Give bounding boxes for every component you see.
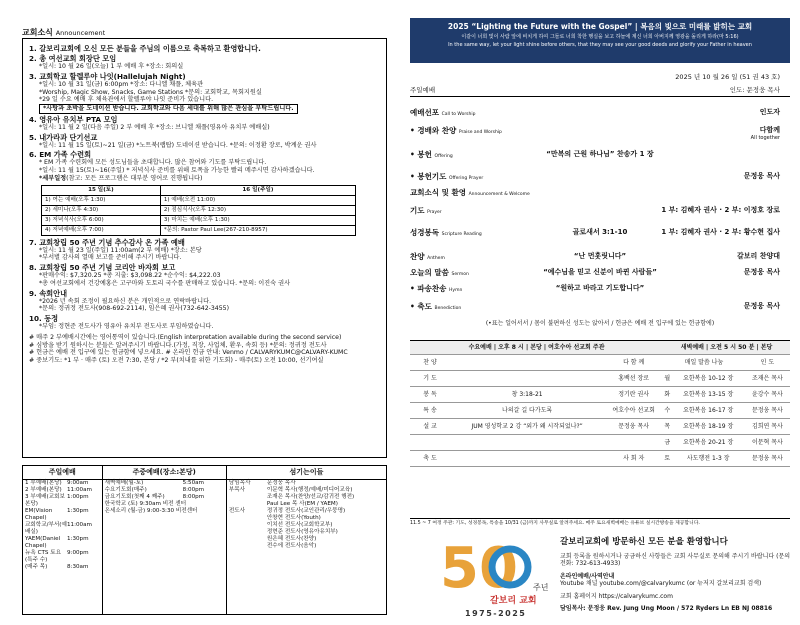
list-item: YAEM(Daniel Chapel) 1:30pm <box>25 535 89 549</box>
announcement-item: 10. 동정 *부임: 정현준 전도사가 영유아 유치부 전도사로 부임하였습니다. <box>29 314 214 330</box>
worship-order-page: 2025 “Lighting the Future with the Gospel” | 복음의 빛으로 미래를 밝히는 교회 이같이 너희 빛이 사람 앞에 비치게 하여 그들로 너희 착한 행실을 보고 하늘에 계신 너희 아버지께 영광을 돌리게 하라(마 5:16) In the same way, let your light shine before others, that they may see your good deeds and glorify your Father in heaven 2025 년 10 월 26 일 (51 권 43 호) 주일예배 인도: 문정웅 목사 예배선포 Call to Worship 인도자 • 경배와 찬양 Praise and Worship 다함께 All together • 봉헌 Offering “만복의 근원 하나님” 찬송가 1 장 • 봉헌기도 Offering Prayer 문정웅 목사 교회소식 및 환영 Announcement & Welcome 기도 Prayer 1 부: 김혜자 권사 · 2 부: 이정호 장로 성경봉독 Scripture Reading 골로새서 3:1-10 1 부: 김혜자 권사 · 2 부: 황수현 집사 찬양 Anthem “난 먼훗릿니다” 갈보리 찬양대 오늘의 말씀 Sermon “예수님을 믿고 신분이 바뀐 사람들” 문정웅 목사 • 파송찬송 Hymn “원하고 바라고 기도합니다” • 축도 Benediction 문정웅 목사 (•표는 일어서서 / 몸이 불편하신 성도는 앉아서 / 헌금은 예배 전 입구에 있는 헌금함에) 수요예배 | 오후 8 시 | 본당 | 여호수아 선교회 주관 새벽예배 | 오전 5 시 50 분 | 본당 찬 양 다 함 께 매일 말씀 나눔 인 도 기 도 홍백선 장로 월 요한복음 10-12 장 조재은 목사 봉 독 창 3:18-21 정기란 권사 화 요한복음 13-15 장 윤강수 목사 특 송 나의갈 길 다가도록 여호수아 선교회 수 요한복음 16-17 장 문정웅 목사 설 교 JUM 영성학교 2 강 “외가 왜 시작되었나?” 문정웅 목사 목 요한복음 18-19 장 김희연 목사 금 요한복음 20-21 장 이문혁 목사 축 도 사 회 자 토 사도행전 1-3 장 문정웅 목사 11.5 ~ 7 여정 주관: 기도, 성경봉독, 특송을 10/31 (금)까지 사무실로 알려주세요. 매주 토요새벽예배는 유튜브 실시간방송을 제공합니다. 50 주년 갈보리 교회 1975-2025 갈보리교회에 방문하신 모든 분을 환영합니다 교회 등록을 원하시거나 궁금하신 사항들은 교회 사무실로 문의해 주시기 바랍니다 (문의전화: 732-613-4933) 온라인예배/사역안내 Youtube 채널 youtube.com/@calvarykumc (or 뉴저지 갈보리교회 검색) 교회 홈페이지 https://calvarykumc.com 담임목사: 문정웅 Rev. Jung Ung Moon / 572 Ryders Ln EB NJ 08816 <box>410 0 800 625</box>
bulletin-date: 2025 년 10 월 26 일 (51 권 43 호) <box>675 73 780 81</box>
youtube-link[interactable]: Youtube 채널 youtube.com/@calvarykumc (or 뉴저지 갈보리교회 검색) <box>560 580 762 588</box>
list-item: 원은혜 전도사(찬양) <box>266 535 317 542</box>
theme-banner: 2025 “Lighting the Future with the Gospel” | 복음의 빛으로 미래를 밝히는 교회 이같이 너희 빛이 사람 앞에 비치게 하여 그들로 너희 착한 행실을 보고 하늘에 계신 너희 아버지께 영광을 돌리게 하라(마 5:16) In the same way, let your light shine before others, that they may see your good deeds and glorify your Father in heaven <box>410 18 790 63</box>
sunday-worship-column: 주일예배 1 부예배(본당) 9:00am 2 부예배(본당) 11:00am 3 부예배(교회보본당) 1:00pm EM(Vision Chapel) 1:30pm 교회학교/부서(예배실) 11:00am YAEM(Daniel Chapel) 1:30pm 뉴욕 CTS 토요(특주 수) 9:00pm (매주 목) 8:30am <box>23 466 103 614</box>
general-notes: # 매주 2 부예배시간에는 영어통역이 있습니다.(English interpretation available during the second service) # 심방을 받기 원하시는 분들은 알려주시기 바랍니다.(가정, 직장, 사업체, 환우, 속회 등) *문의: 정귀정 전도사 # 헌금은 예배 전 입구에 있는 헌금함에 넣으세요. # 온라인 헌금 안내: Venmo / CALVARYKUMC@CALVARY-KUMC # 중보기도: *1 부 · 매주 (토) 오전 7:30, 본당 / *2 부(치내를 위한 기도회) - 매주(토) 오전 10:00, 선기여실 <box>29 333 348 364</box>
list-item: 한국학교 (토) 9:30am 비전 센터 <box>104 500 187 507</box>
homepage-link[interactable]: 교회 홈페이지 https://calvarykumc.com <box>560 592 673 600</box>
list-item: 1 부예배(본당) 9:00am <box>25 479 89 486</box>
list-item: 부목사 이문혁 목사(행정/예배/미디어교육) <box>228 486 353 493</box>
table-row: 4) 저녁예배(오후 7:00) *문의: Pastor Paul Lee(267-210-8957) <box>42 225 356 235</box>
worship-header: 주일예배 인도: 문정웅 목사 <box>410 86 790 97</box>
table-row: 봉 독 창 3:18-21 정기란 권사 화 요한복음 13-15 장 윤강수 목사 <box>410 387 790 403</box>
list-item: 금요기도회(첫째 4 째주) 8:00pm <box>104 493 205 500</box>
announcement-item: 4. 영유아 유치부 PTA 모임 *일시: 11 월 2 일(다음 주일) 2 부 예배 후 *장소: 브니엘 채플(영유아 유치부 예배실) <box>29 114 270 131</box>
table-row: 설 교 JUM 영성학교 2 강 “외가 왜 시작되었나?” 문정웅 목사 목 요한복음 18-19 장 김희연 목사 <box>410 419 790 435</box>
announcement-item: 6. EM 가족 수련회 * EM 가족 수련회에 모든 성도님들을 초대합니다. 많은 참여와 기도를 부탁드립니다. *일시: 11 월 15(토)~16(주일) * 저녁식사 준비를 위해 토폭을 가능한 빨리 메주시면 감사하겠습니다. *세부일정(참고: 모든 프로그램은 대부분 영어로 진행됩니다) 15 일(토) 16 일(주일) 1) 여는 예배(오후 1:30) 1) 예배(오전 11:00) 2) 세미나(오후 4:30) 2) 점심식사(오후 12:30) 3) 저녁식사(오후 6:00) 3) 마치는 예배(오후 1:30) 4) 저녁예배(오후 7:00) *문의: Pastor Paul Lee(267-210-8957) <box>29 150 380 235</box>
list-item: 2 부예배(본당) 11:00am <box>25 486 92 493</box>
table-row: 2) 세미나(오후 4:30) 2) 점심식사(오후 12:30) <box>42 205 356 215</box>
table-row: 1) 여는 예배(오후 1:30) 1) 예배(오전 11:00) <box>42 195 356 205</box>
list-item: 온세소리 (월-금) 9:00-3:30 비전센터 <box>104 507 198 514</box>
announcement-item: 9. 속회안내 *2026 년 속회 조정이 필요하신 분은 개인적으로 연락바랍니다. *문의: 정귀정 전도사(908-692-2114), 임은혜 권사(732-642-3455) <box>29 288 230 313</box>
list-item: Paul Lee 목 사(EM / YAEM) <box>266 500 338 507</box>
list-item: 담임목사 문정웅 목사 <box>228 479 296 486</box>
table-row: 찬 양 다 함 께 매일 말씀 나눔 인 도 <box>410 355 790 371</box>
welcome-info: 갈보리교회에 방문하신 모든 분을 환영합니다 교회 등록을 원하시거나 궁금하신 사항들은 교회 사무실로 문의해 주시기 바랍니다 (문의전화: 732-613-4933) 온라인예배/사역안내 Youtube 채널 youtube.com/@calvarykumc (or 뉴저지 갈보리교회 검색) 교회 홈페이지 https://calvarykumc.com 담임목사: 문정웅 Rev. Jung Ung Moon / 572 Ryders Ln EB NJ 08816 <box>560 537 795 613</box>
svg-text:1975-2025: 1975-2025 <box>465 609 527 618</box>
staff-column: 섬기는이들 담임목사 문정웅 목사 부목사 이문혁 목사(행정/예배/미디어교육) 조재은 목사(찬양/선교/감귀전 행전) Paul Lee 목 사(EM / YAEM) 전도사 정귀정 전도사(교인관리/우뭉명) 안창현 전도사(Youth) 이치선 전도사(교회학교부) 정현준 전도사(영유아유치부) 원은혜 전도사(찬양) 전수에 전도사(음악) <box>227 466 386 614</box>
table-row: 3) 저녁식사(오후 6:00) 3) 마치는 예배(오후 1:30) <box>42 215 356 225</box>
list-item: 이치선 전도사(교회학교부) <box>266 521 333 528</box>
list-item: (매주 목) 8:30am <box>25 563 89 570</box>
duty-note: 11.5 ~ 7 여정 주관: 기도, 성경봉독, 특송을 10/31 (금)까지 사무실로 알려주세요. 매주 토요새벽예배는 유튜브 실시간방송을 제공합니다. <box>410 518 790 527</box>
list-item: 조재은 목사(찬양/선교/감귀전 행전) <box>266 493 355 500</box>
table-row: 특 송 나의갈 길 다가도록 여호수아 선교회 수 요한복음 16-17 장 문정웅 목사 <box>410 403 790 419</box>
candy-donation-note: *사탕과 초박을 도네이션 받습니다. 교회학교와 다음 세대를 위해 많은 관심을 부탁드립니다. <box>39 104 298 114</box>
list-item: 안창현 전도사(Youth) <box>266 514 321 521</box>
list-item: 뉴욕 CTS 토요(특주 수) 9:00pm <box>25 549 89 563</box>
list-item: 교회학교/부서(예배실) 11:00am <box>25 521 92 535</box>
list-item: 수요기도회(매주) 8:00pm <box>104 486 205 493</box>
order-footnote: (•표는 일어서서 / 몸이 불편하신 성도는 앉아서 / 헌금은 예배 전 입구에 있는 헌금함에) <box>485 320 715 327</box>
announcement-item: 3. 교회학교 할렐루야 나잇(Hallelujah Night) *일시: 10 월 31 일(금) 6:00pm *장소: 다니엘 채플, 체육관 *Worship, Magic Show, Snacks, Game Stations *문의: 교회학교, 목회지원실 *29 일 수요 예배 후 체육관에서 할렐루야 나잇 준비가 있습니다. *사탕과 초박을 도네이션 받습니다. 교회학교와 다음 세대를 위해 많은 관심을 부탁드립니다. <box>29 72 380 114</box>
list-item: 전수에 전도사(음악) <box>266 542 317 549</box>
announcement-item: 2. 총 여선교회 회장단 모임 *일시: 10 월 26 일(오늘) 1 부 예배 후 *장소: 회의실 <box>29 54 184 70</box>
table-row: 축 도 사 회 자 토 사도행전 1-3 장 문정웅 목사 <box>410 451 790 467</box>
table-row: 기 도 홍백선 장로 월 요한복음 10-12 장 조재은 목사 <box>410 371 790 387</box>
announcement-item: 5. 내가라과 단기선교 *일시: 11 월 15 일(토)~21 일(금) *노트북(랩탑) 도네이션 받습니다. *문의: 이정환 장로, 박계운 권사 <box>29 132 317 149</box>
list-item: 정현준 전도사(영유아유치부) <box>266 528 338 535</box>
list-item: 전도사 정귀정 전도사(교인관리/우뭉명) <box>228 507 346 514</box>
weekday-worship-column: 주중예배(장소:본당) 새벽예배(월-토) 5:50am 수요기도회(매주) 8:00pm 금요기도회(첫째 4 째주) 8:00pm 한국학교 (토) 9:30am 비전 센터 온세소리 (월-금) 9:00-3:30 비전센터 <box>103 466 227 614</box>
announcement-item: 7. 교회창립 50 주년 기념 추수감사 온 가족 예배 *일시: 11 월 23 일(주일) 11:00am(2 부 예배) *장소: 본당 *부서별 감사의 열매 보고를 준비해 주시기 바랍니다. <box>29 237 202 262</box>
announcement-title: 교회소식 Announcement <box>22 28 106 37</box>
em-retreat-schedule-table: 15 일(토) 16 일(주일) 1) 여는 예배(오후 1:30) 1) 예배(오전 11:00) 2) 세미나(오후 4:30) 2) 점심식사(오후 12:30) 3) 저녁식사(오후 6:00) 3) 마치는 예배(오후 1:30) 4) 저녁예배(오후 7:00) *문의: Pastor Paul Lee(267-210-8957) <box>41 185 356 236</box>
svg-text:50: 50 <box>440 536 518 601</box>
announcement-item: 8. 교회창립 50 주년 기념 코리안 바자회 보고 *판매수익: $7,320.25 *총 지출: $3,098.22 *순수익: $4,222.03 *총 여선교회에서 건강예홍은 고구마와 도토리 국수를 판매하고 있습니다. *문의: 이진숙 권사 <box>29 263 291 287</box>
list-item: 3 부예배(교회보본당) 1:00pm <box>25 493 89 507</box>
table-row: 금 요한복음 20-21 장 이문혁 목사 <box>410 435 790 451</box>
svg-text:갈보리 교회: 갈보리 교회 <box>490 596 537 606</box>
announcement-box <box>22 38 387 458</box>
list-item: EM(Vision Chapel) 1:30pm <box>25 507 89 521</box>
announcement-item: 1. 갈보리교회에 오신 모든 분들을 주님의 이름으로 축복하고 환영합니다. <box>29 44 261 53</box>
list-item: 새벽예배(월-토) 5:50am <box>104 479 205 486</box>
svg-text:주년: 주년 <box>533 583 549 592</box>
50th-anniversary-logo <box>435 535 565 620</box>
service-duty-table: 수요예배 | 오후 8 시 | 본당 | 여호수아 선교회 주관 새벽예배 | 오전 5 시 50 분 | 본당 찬 양 다 함 께 매일 말씀 나눔 인 도 기 도 홍백선 장로 월 요한복음 10-12 장 조재은 목사 봉 독 창 3:18-21 정기란 권사 화 요한복음 13-15 장 윤강수 목사 특 송 나의갈 길 다가도록 여호수아 선교회 수 요한복음 16-17 장 문정웅 목사 설 교 JUM 영성학교 2 강 “외가 왜 시작되었나?” 문정웅 목사 목 요한복음 18-19 장 김희연 목사 금 요한복음 20-21 장 이문혁 목사 축 도 사 회 자 토 사도행전 1-3 장 문정웅 목사 <box>410 340 790 467</box>
worship-schedule <box>22 465 387 615</box>
